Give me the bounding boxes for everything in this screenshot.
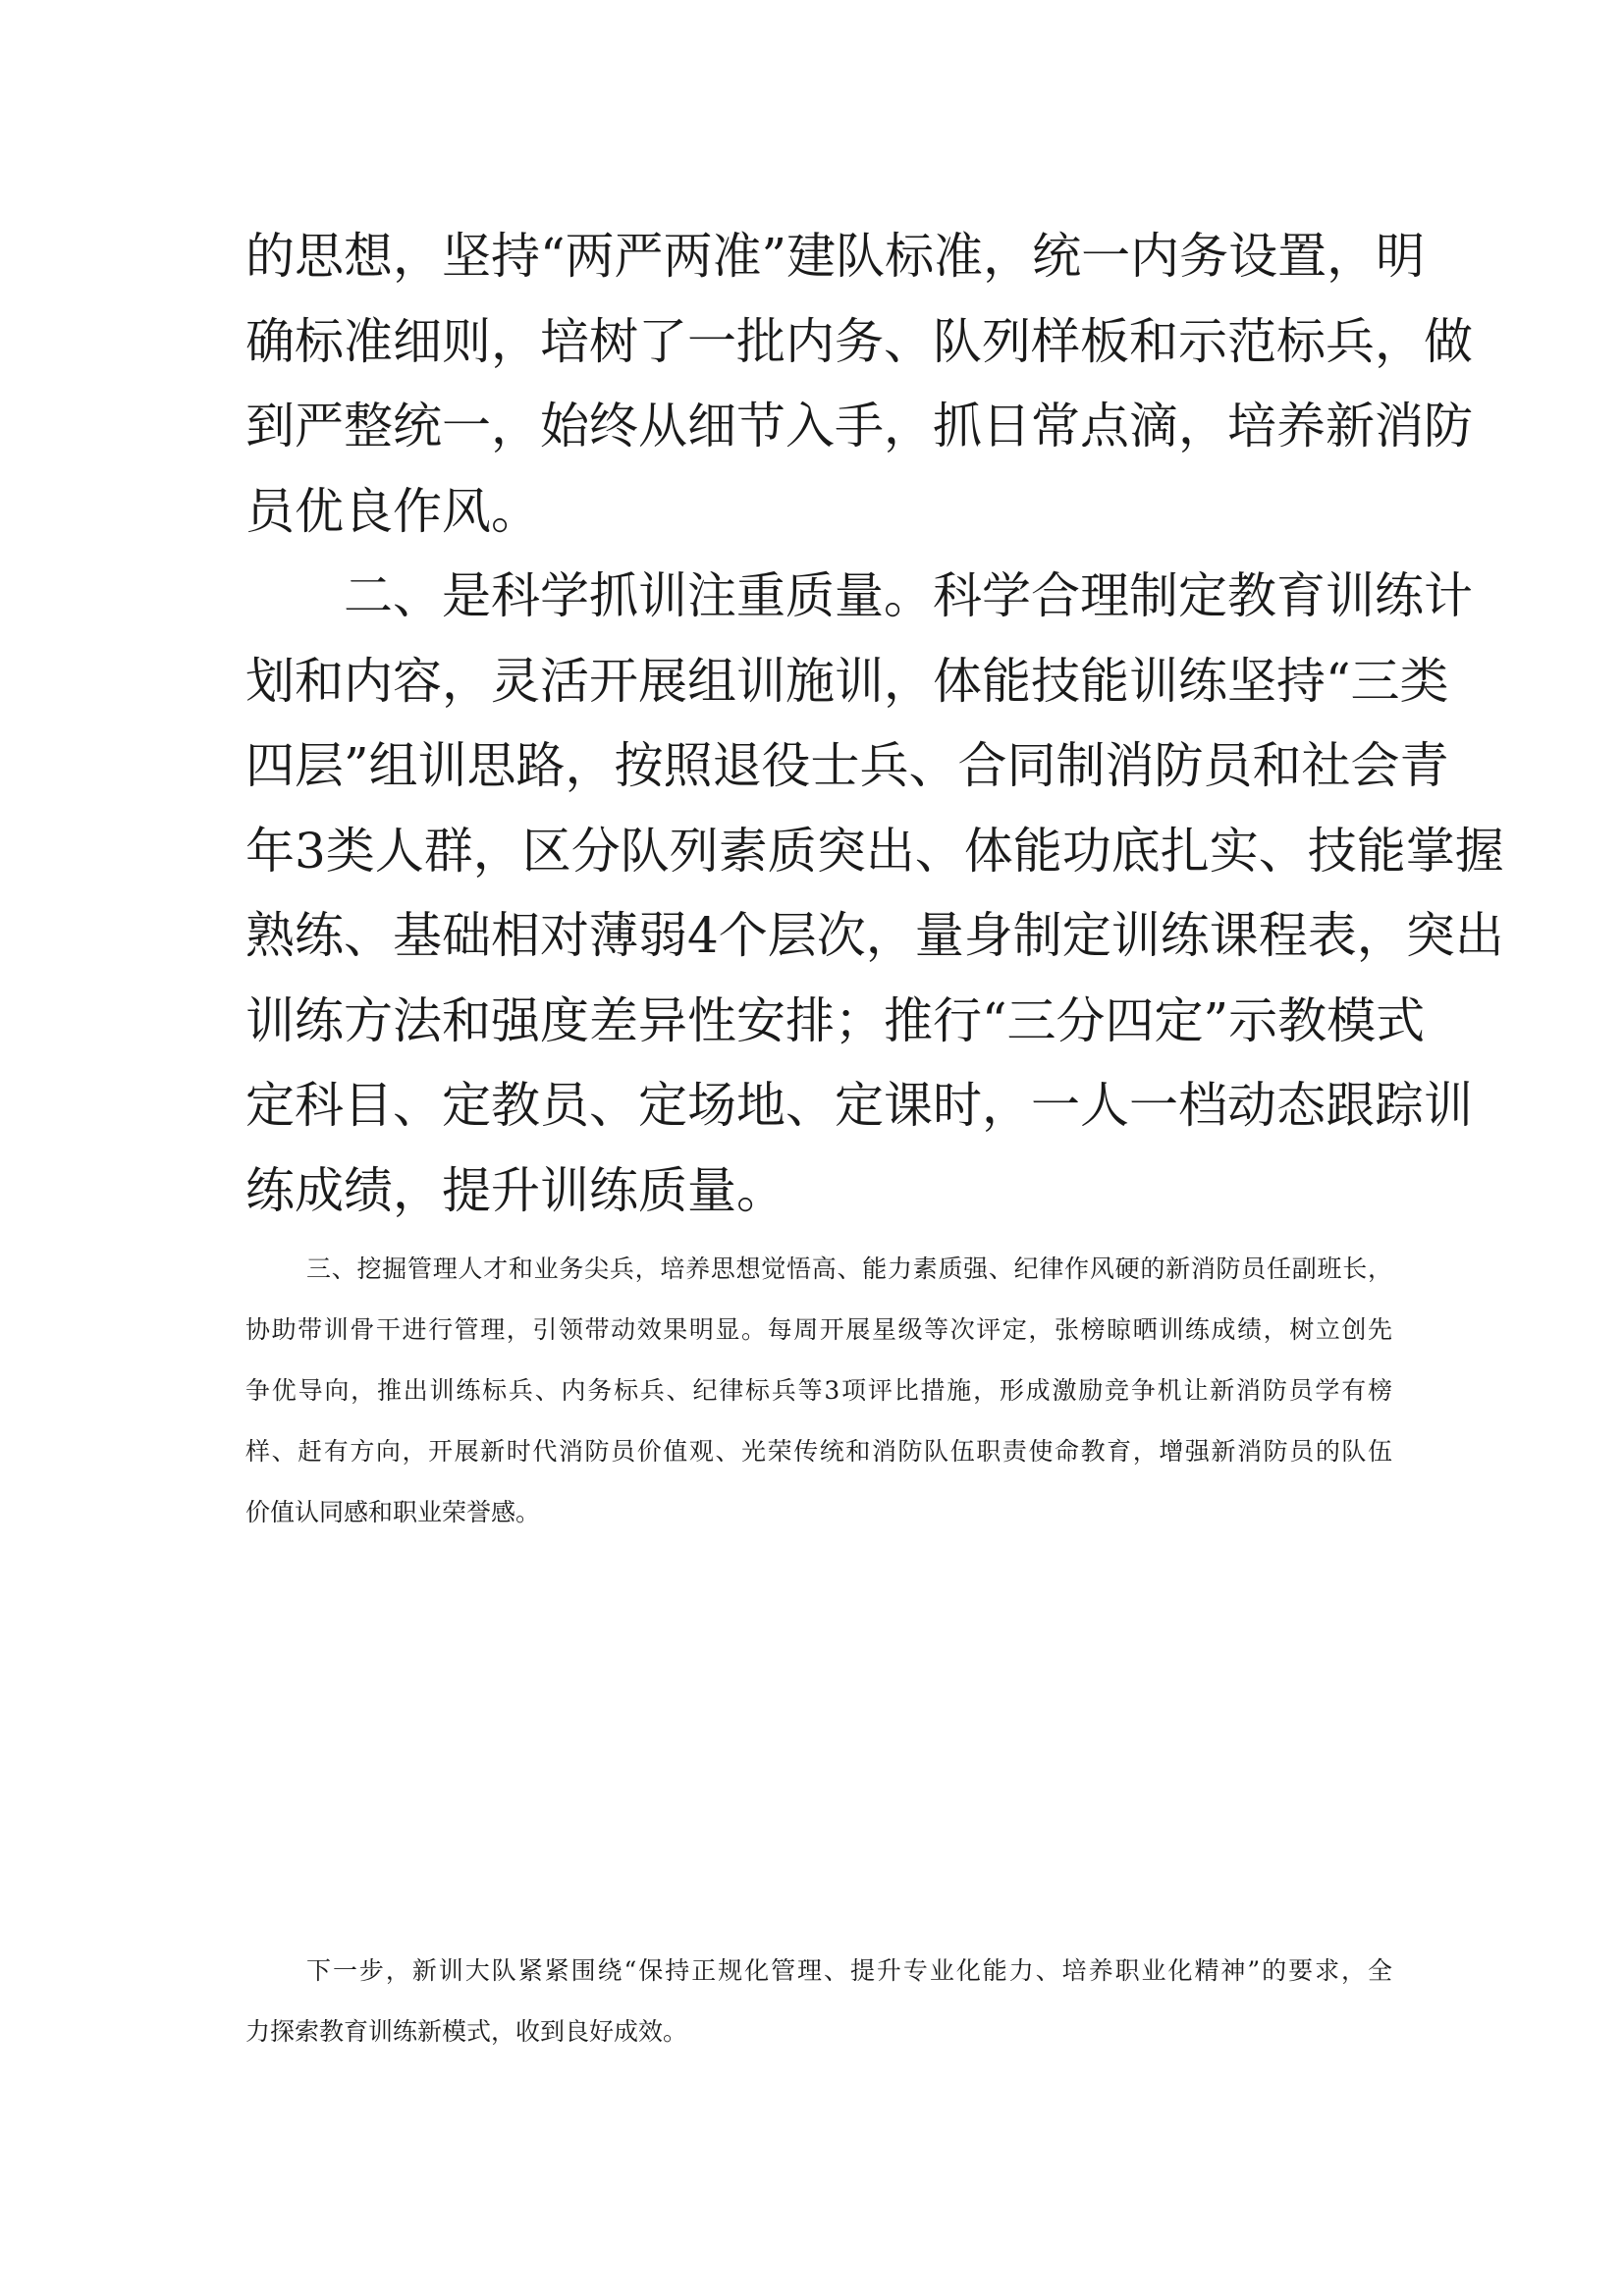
line-text: 价值认同感和职业荣誉感。 [245, 1498, 541, 1526]
paragraph-line [245, 299, 1473, 385]
line-text: 协助带训骨干进行管理，引领带动效果明显。每周开展星级等次评定，张榜晾晒训练成绩，树立创先 [245, 1315, 1392, 1344]
line-text: 样、赶有方向，开展新时代消防员价值观、光荣传统和消防队伍职责使命教育，增强新消防员的队伍 [245, 1437, 1392, 1466]
paragraph-line [245, 723, 1449, 809]
paragraph-line [245, 809, 1504, 894]
paragraph-line [245, 1063, 1473, 1148]
paragraph-line [245, 979, 1426, 1064]
paragraph-line [245, 1148, 1392, 1234]
closing-section [245, 1941, 1392, 2062]
line-text: 到严整统一，始终从细节入手，抓日常点滴，培养新消防 [245, 398, 1473, 454]
line-text: 二、是科学抓训注重质量。科学合理制定教育训练计 [344, 567, 1473, 624]
line-text: 练成绩，提升训练质量。 [245, 1161, 785, 1219]
paragraph-line [245, 1482, 1392, 1543]
paragraph-line [245, 893, 1504, 979]
paragraph-1 [245, 214, 1473, 554]
paragraph-line [245, 1421, 1392, 1482]
line-text: 年3类人群，区分队列素质突出、体能功底扎实、技能掌握 [245, 822, 1504, 880]
line-text: 定科目、定教员、定场地、定课时，一人一档动态跟踪训 [245, 1077, 1473, 1134]
line-text: 力探索教育训练新模式，收到良好成效。 [245, 2017, 688, 2046]
paragraph-line [245, 554, 1473, 639]
small-text-section [245, 1239, 1392, 1543]
line-text: 员优良作风。 [245, 482, 540, 540]
line-text: 确标准细则，培树了一批内务、队列样板和示范标兵，做 [245, 312, 1473, 370]
line-text: 争优导向，推出训练标兵、内务标兵、纪律标兵等3项评比措施，形成激励竞争机让新消防员学有榜 [245, 1376, 1392, 1405]
paragraph-line [245, 384, 1473, 469]
paragraph-line [245, 1941, 1392, 2002]
paragraph-line [245, 214, 1426, 299]
paragraph-line [245, 1239, 1392, 1300]
paragraph-3 [245, 1239, 1392, 1543]
paragraph-line [245, 469, 1392, 555]
line-text: 划和内容，灵活开展组训施训，体能技能训练坚持“三类 [245, 652, 1449, 710]
large-text-section [245, 214, 1504, 1233]
paragraph-4 [245, 1941, 1392, 2062]
paragraph-line [245, 1300, 1392, 1361]
line-text: 熟练、基础相对薄弱4个层次，量身制定训练课程表，突出 [245, 907, 1504, 964]
line-text: 三、挖掘管理人才和业务尖兵，培养思想觉悟高、能力素质强、纪律作风硬的新消防员任副班长， [306, 1255, 1392, 1283]
paragraph-line [245, 2002, 1392, 2062]
paragraph-line [245, 1361, 1392, 1421]
paragraph-2 [245, 554, 1504, 1233]
line-text: 的思想，坚持“两严两准”建队标准，统一内务设置，明 [245, 228, 1426, 285]
line-text: 四层”组训思路，按照退役士兵、合同制消防员和社会青 [245, 737, 1449, 794]
line-text: 训练方法和强度差异性安排；推行“三分四定”示教模式 [245, 991, 1426, 1049]
paragraph-line [245, 639, 1449, 724]
line-text: 下一步，新训大队紧紧围绕“保持正规化管理、提升专业化能力、培养职业化精神”的要求，全 [306, 1956, 1392, 1985]
